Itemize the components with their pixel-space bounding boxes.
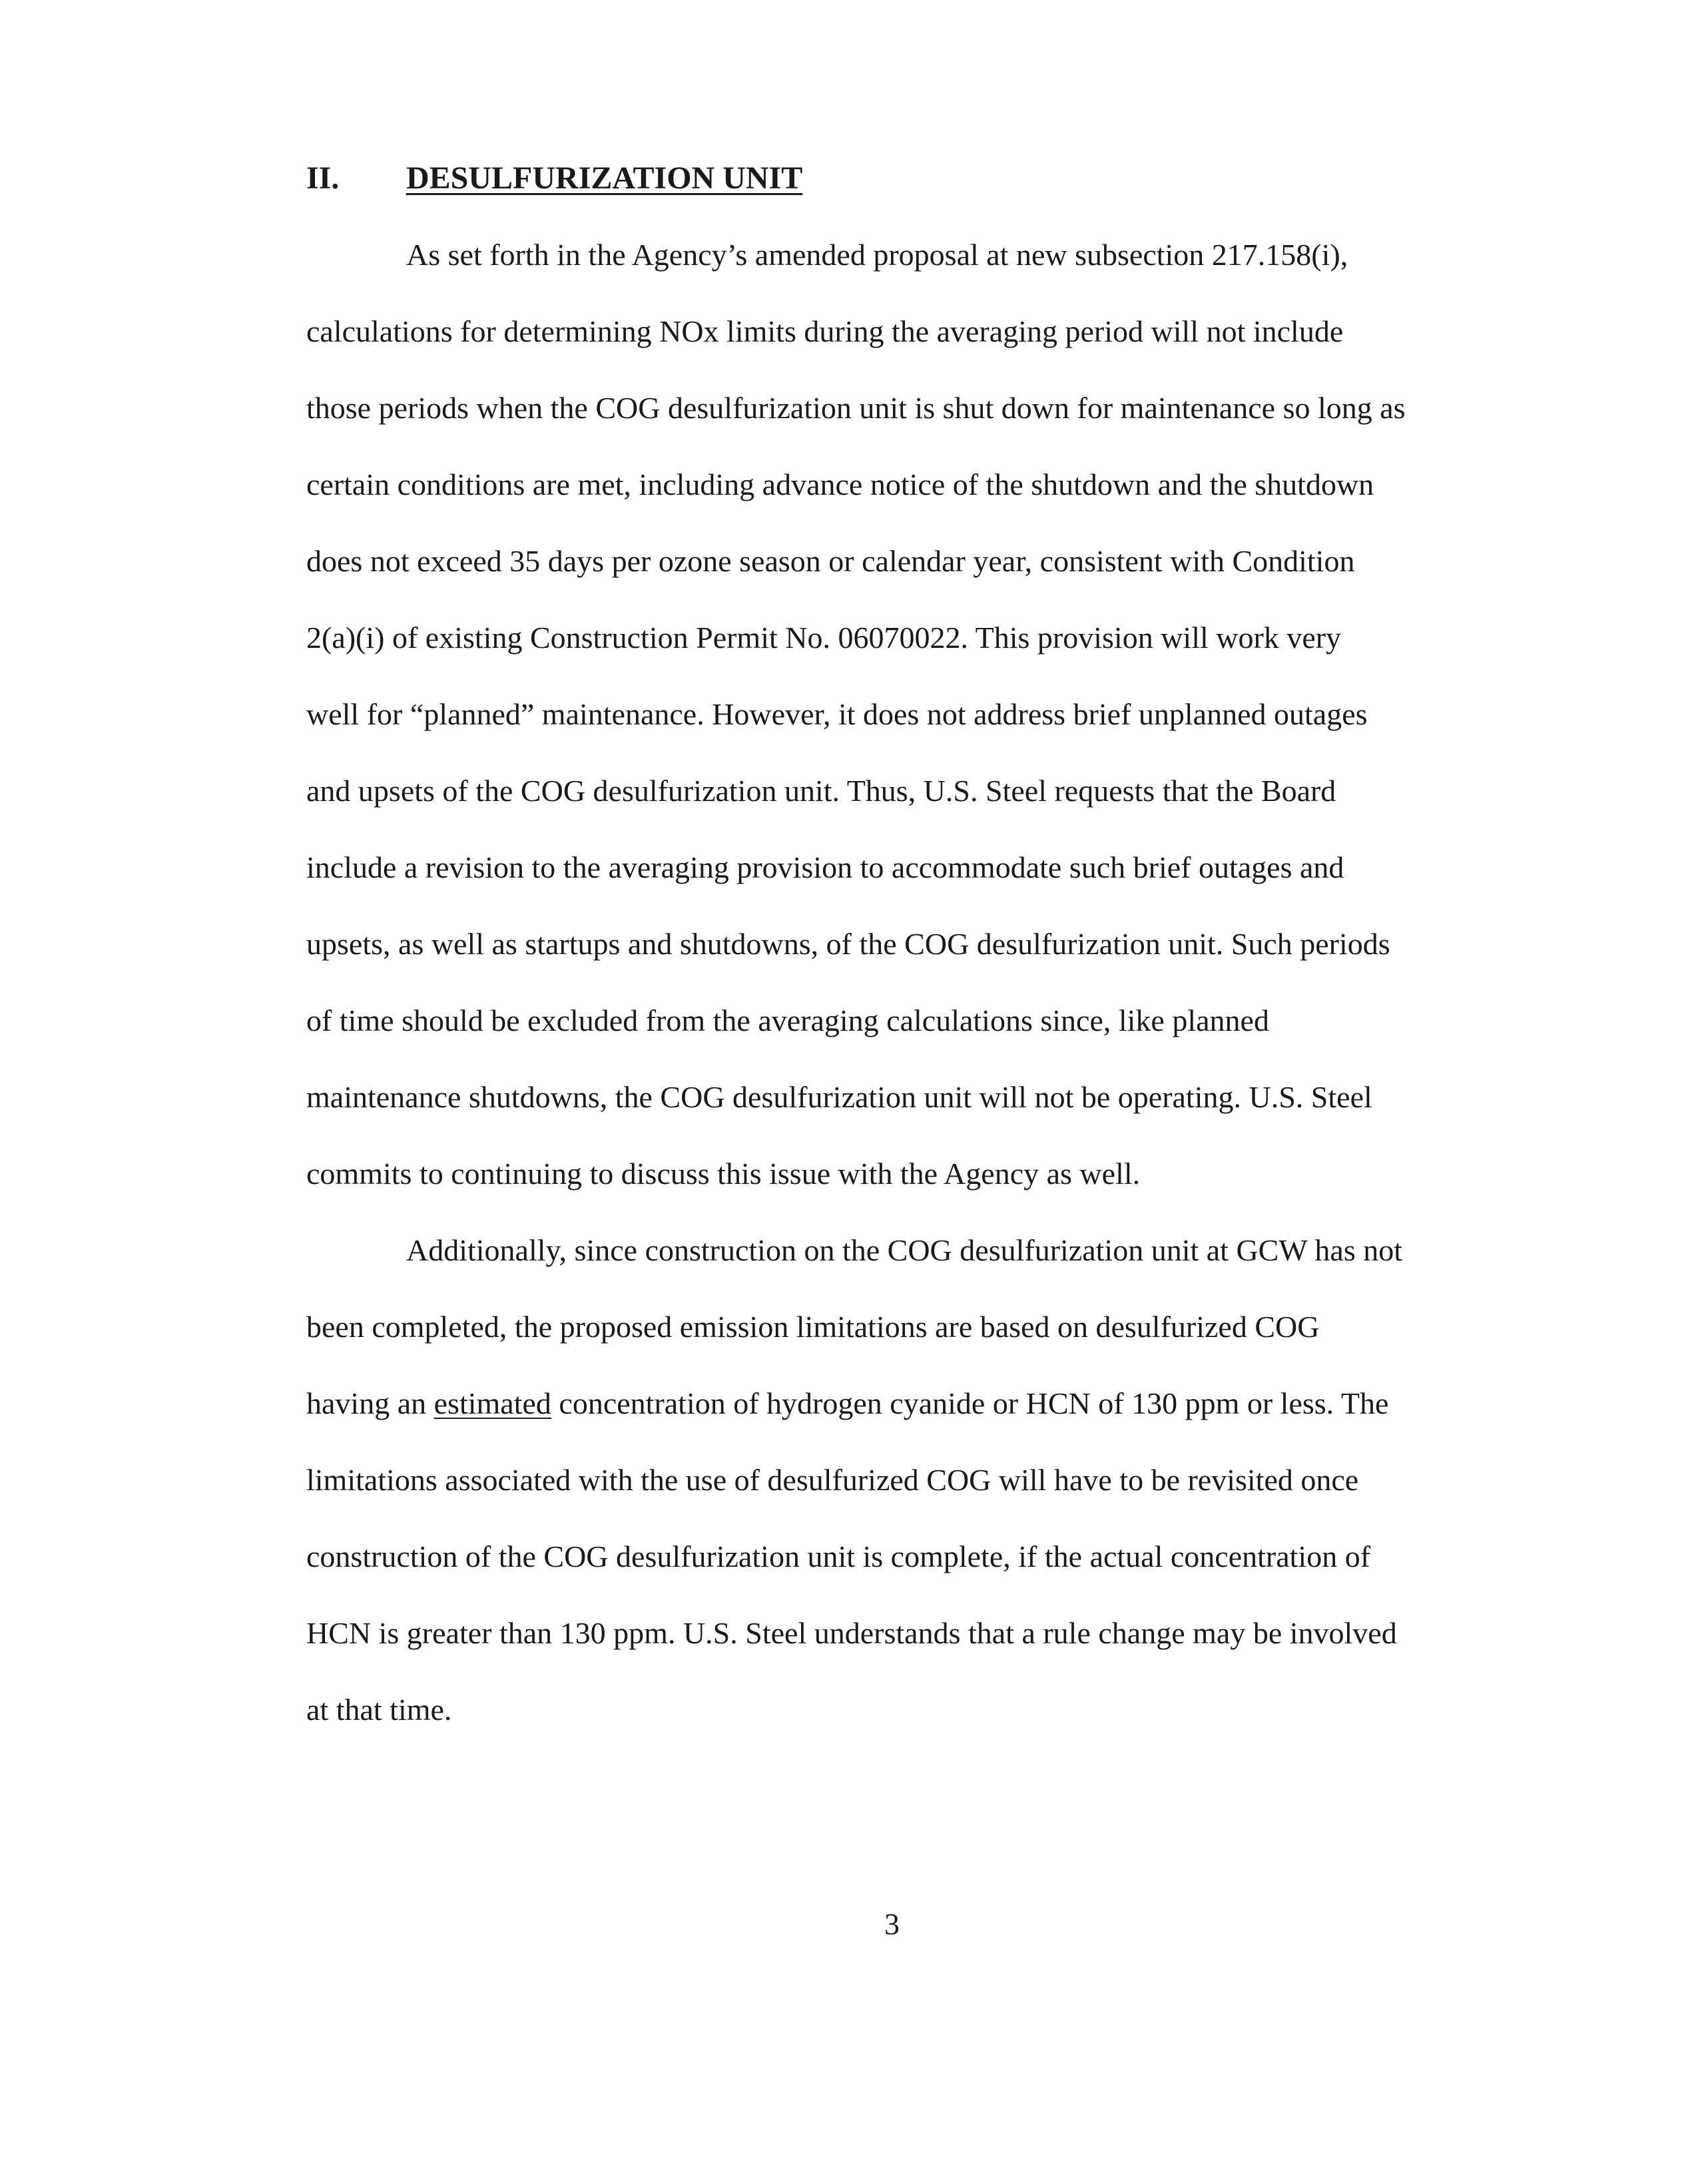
underlined-word: estimated (433, 1386, 551, 1420)
text-segment: concentration of hydrogen cyanide or HCN of 130 ppm or less. The (551, 1386, 1389, 1420)
paragraph-line: maintenance shutdowns, the COG desulfurization unit will not be operating. U.S. Steel (306, 1080, 1372, 1114)
paragraph-line: upsets, as well as startups and shutdowns, of the COG desulfurization unit. Such periods (306, 927, 1390, 961)
paragraph-line (306, 1385, 1388, 1422)
paragraph-line: HCN is greater than 130 ppm. U.S. Steel understands that a rule change may be involved (306, 1616, 1397, 1650)
paragraph-line: limitations associated with the use of desulfurized COG will have to be revisited once (306, 1463, 1359, 1497)
paragraph-line: been completed, the proposed emission limitations are based on desulfurized COG (306, 1310, 1320, 1344)
section-number: II. (306, 160, 340, 196)
paragraph-line: construction of the COG desulfurization unit is complete, if the actual concentration of (306, 1539, 1371, 1573)
paragraph-line: commits to continuing to discuss this issue with the Agency as well. (306, 1157, 1141, 1191)
paragraph-line: and upsets of the COG desulfurization unit. Thus, U.S. Steel requests that the Board (306, 774, 1336, 808)
text-segment: having an (306, 1386, 434, 1420)
paragraph-line: does not exceed 35 days per ozone season or calendar year, consistent with Condition (306, 544, 1355, 578)
paragraph-line: well for “planned” maintenance. However, it does not address brief unplanned outages (306, 697, 1368, 731)
page-number: 3 (884, 1907, 900, 1941)
paragraph-line: include a revision to the averaging provision to accommodate such brief outages and (306, 850, 1344, 884)
section-heading (306, 158, 802, 198)
paragraph-line: 2(a)(i) of existing Construction Permit No. 06070022. This provision will work very (306, 621, 1342, 655)
paragraph-line: calculations for determining NOx limits during the averaging period will not include (306, 314, 1344, 348)
paragraph-line: As set forth in the Agency’s amended proposal at new subsection 217.158(i), (406, 238, 1348, 272)
paragraph-line: of time should be excluded from the averaging calculations since, like planned (306, 1003, 1269, 1037)
paragraph-line: Additionally, since construction on the COG desulfurization unit at GCW has not (406, 1233, 1403, 1267)
paragraph-line: at that time. (306, 1693, 452, 1727)
paragraph-line: those periods when the COG desulfurization unit is shut down for maintenance so long as (306, 391, 1406, 425)
section-title: DESULFURIZATION UNIT (406, 160, 803, 196)
paragraph-line: certain conditions are met, including advance notice of the shutdown and the shutdown (306, 467, 1374, 501)
